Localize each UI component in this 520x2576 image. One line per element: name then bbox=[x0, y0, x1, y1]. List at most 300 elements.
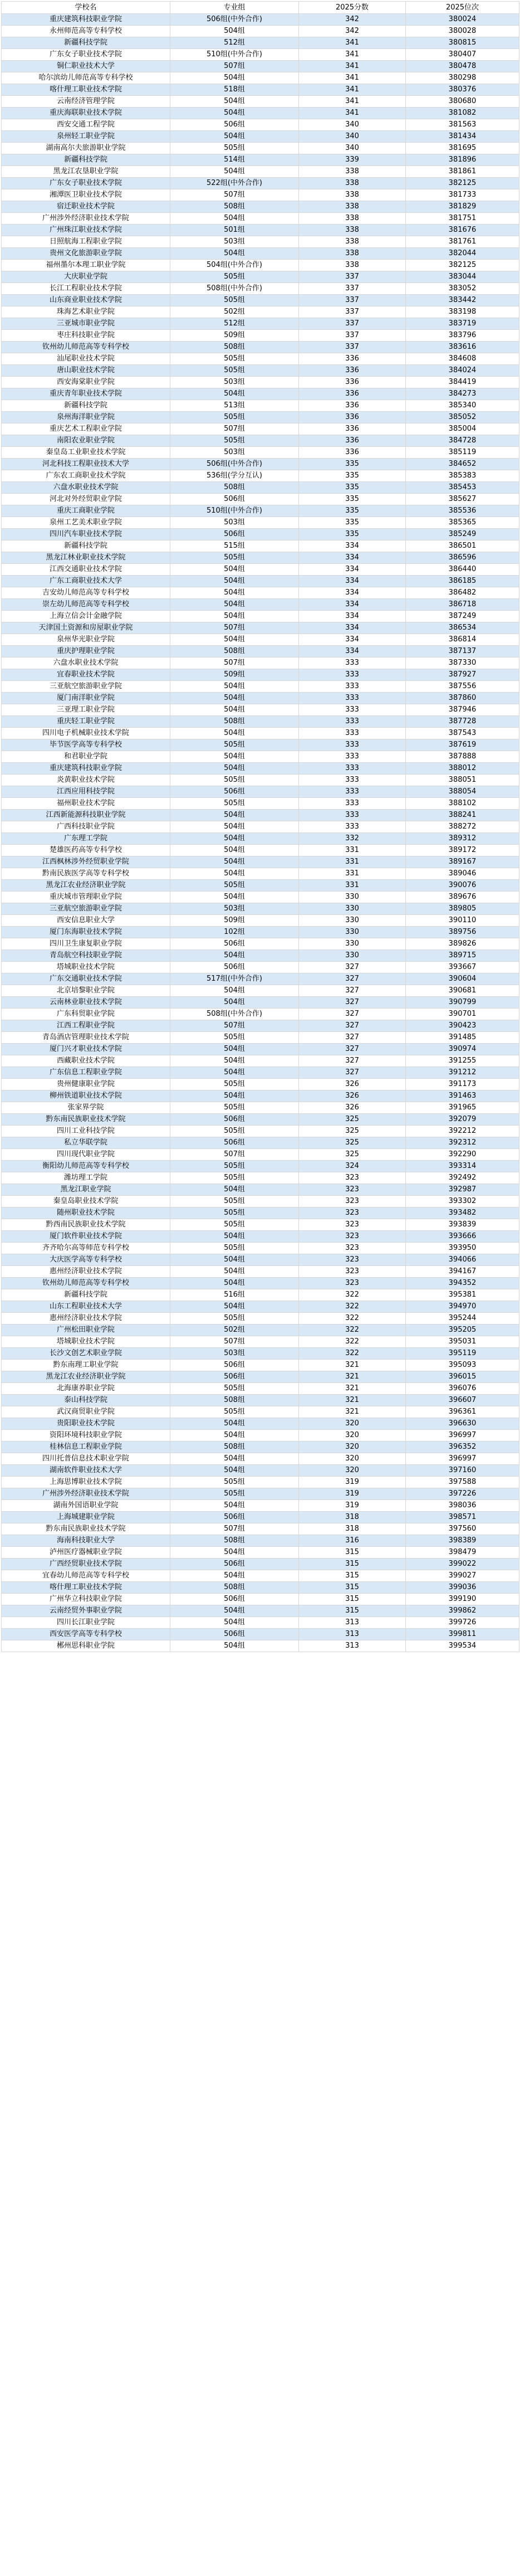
table-row bbox=[2, 131, 519, 143]
score-cell: 333 bbox=[299, 704, 406, 716]
header-row bbox=[2, 2, 519, 14]
school-name-cell: 四川长江职业学院 bbox=[2, 1617, 170, 1629]
major-group-cell: 504组 bbox=[170, 845, 299, 856]
rank-cell: 380028 bbox=[406, 26, 519, 37]
table-row bbox=[2, 1418, 519, 1430]
school-name-cell: 崇左幼儿师范高等专科学校 bbox=[2, 599, 170, 611]
score-cell: 333 bbox=[299, 739, 406, 751]
table-row bbox=[2, 435, 519, 447]
rank-cell: 389826 bbox=[406, 938, 519, 950]
table-row bbox=[2, 108, 519, 119]
major-group-cell: 505组 bbox=[170, 365, 299, 377]
rank-cell: 380376 bbox=[406, 84, 519, 96]
table-row bbox=[2, 775, 519, 786]
score-cell: 318 bbox=[299, 1523, 406, 1535]
rank-cell: 390701 bbox=[406, 1009, 519, 1020]
table-row bbox=[2, 189, 519, 201]
table-row bbox=[2, 564, 519, 576]
table-row bbox=[2, 166, 519, 178]
rank-cell: 388102 bbox=[406, 798, 519, 810]
school-name-cell: 四川卫生康复职业学院 bbox=[2, 938, 170, 950]
table-row bbox=[2, 576, 519, 587]
table-row bbox=[2, 669, 519, 681]
major-group-cell: 504组 bbox=[170, 599, 299, 611]
major-group-cell: 504组 bbox=[170, 388, 299, 400]
score-cell: 334 bbox=[299, 646, 406, 658]
rank-cell: 394066 bbox=[406, 1254, 519, 1266]
table-row bbox=[2, 271, 519, 283]
major-group-cell: 508组 bbox=[170, 201, 299, 213]
major-group-cell: 504组 bbox=[170, 1184, 299, 1196]
table-row bbox=[2, 1126, 519, 1137]
score-cell: 338 bbox=[299, 166, 406, 178]
major-group-cell: 504组 bbox=[170, 985, 299, 997]
major-group-cell: 508组 bbox=[170, 1395, 299, 1406]
table-row bbox=[2, 786, 519, 798]
score-cell: 341 bbox=[299, 96, 406, 108]
major-group-cell: 504组 bbox=[170, 213, 299, 225]
table-row bbox=[2, 1453, 519, 1465]
table-row bbox=[2, 1044, 519, 1055]
table-row bbox=[2, 342, 519, 353]
table-row bbox=[2, 1149, 519, 1161]
rank-cell: 386501 bbox=[406, 540, 519, 552]
score-cell: 335 bbox=[299, 517, 406, 529]
score-cell: 341 bbox=[299, 61, 406, 72]
school-name-cell: 福州墨尔本理工职业学院 bbox=[2, 260, 170, 271]
rank-cell: 384419 bbox=[406, 377, 519, 388]
major-group-cell: 505组 bbox=[170, 435, 299, 447]
score-cell: 336 bbox=[299, 353, 406, 365]
rank-cell: 386482 bbox=[406, 587, 519, 599]
score-cell: 331 bbox=[299, 845, 406, 856]
rank-cell: 383044 bbox=[406, 271, 519, 283]
major-group-cell: 508组 bbox=[170, 342, 299, 353]
table-row bbox=[2, 1090, 519, 1102]
major-group-cell: 507组 bbox=[170, 1020, 299, 1032]
major-group-cell: 504组 bbox=[170, 1640, 299, 1652]
rank-cell: 397226 bbox=[406, 1488, 519, 1500]
school-name-cell: 江西工程职业学院 bbox=[2, 1020, 170, 1032]
table-row bbox=[2, 447, 519, 459]
rank-cell: 399811 bbox=[406, 1629, 519, 1640]
score-cell: 340 bbox=[299, 119, 406, 131]
rank-cell: 390604 bbox=[406, 973, 519, 985]
school-name-cell: 厦门南洋职业学院 bbox=[2, 693, 170, 704]
table-row bbox=[2, 915, 519, 927]
score-cell: 323 bbox=[299, 1172, 406, 1184]
score-cell: 338 bbox=[299, 248, 406, 260]
table-row bbox=[2, 1395, 519, 1406]
table-row bbox=[2, 658, 519, 669]
table-row bbox=[2, 201, 519, 213]
rank-cell: 387556 bbox=[406, 681, 519, 693]
table-row bbox=[2, 1207, 519, 1219]
school-name-cell: 上海城建职业学院 bbox=[2, 1512, 170, 1523]
major-group-cell: 504组 bbox=[170, 833, 299, 845]
table-row bbox=[2, 1512, 519, 1523]
score-cell: 341 bbox=[299, 37, 406, 49]
score-cell: 331 bbox=[299, 868, 406, 880]
rank-cell: 380298 bbox=[406, 72, 519, 84]
school-name-cell: 黑龙江农垦职业学院 bbox=[2, 166, 170, 178]
score-cell: 333 bbox=[299, 775, 406, 786]
school-name-cell: 三亚城市职业学院 bbox=[2, 318, 170, 330]
major-group-cell: 504组 bbox=[170, 997, 299, 1009]
rank-cell: 385383 bbox=[406, 470, 519, 482]
school-name-cell: 楚雄医药高等专科学校 bbox=[2, 845, 170, 856]
table-row bbox=[2, 693, 519, 704]
table-row bbox=[2, 1301, 519, 1313]
major-group-cell: 515组 bbox=[170, 540, 299, 552]
table-row bbox=[2, 1266, 519, 1278]
major-group-cell: 506组 bbox=[170, 962, 299, 973]
score-cell: 338 bbox=[299, 189, 406, 201]
rank-cell: 393839 bbox=[406, 1219, 519, 1231]
rank-cell: 387249 bbox=[406, 611, 519, 622]
table-row bbox=[2, 634, 519, 646]
score-cell: 339 bbox=[299, 154, 406, 166]
school-name-cell: 秦皇岛工业职业技术学院 bbox=[2, 447, 170, 459]
score-cell: 327 bbox=[299, 1067, 406, 1079]
table-row bbox=[2, 143, 519, 154]
rank-cell: 399862 bbox=[406, 1605, 519, 1617]
major-group-cell: 516组 bbox=[170, 1289, 299, 1301]
major-group-cell: 506组 bbox=[170, 1559, 299, 1570]
score-cell: 323 bbox=[299, 1266, 406, 1278]
rank-cell: 389046 bbox=[406, 868, 519, 880]
rank-cell: 381829 bbox=[406, 201, 519, 213]
school-name-cell: 河北对外经贸职业学院 bbox=[2, 494, 170, 505]
score-cell: 334 bbox=[299, 540, 406, 552]
score-table bbox=[1, 1, 519, 1652]
school-name-cell: 贵州文化旅游职业学院 bbox=[2, 248, 170, 260]
score-cell: 323 bbox=[299, 1196, 406, 1207]
table-row bbox=[2, 962, 519, 973]
major-group-cell: 506组 bbox=[170, 1360, 299, 1371]
table-row bbox=[2, 306, 519, 318]
school-name-cell: 广州珠江职业技术学院 bbox=[2, 225, 170, 236]
table-row bbox=[2, 540, 519, 552]
score-cell: 338 bbox=[299, 236, 406, 248]
score-cell: 321 bbox=[299, 1406, 406, 1418]
score-cell: 336 bbox=[299, 447, 406, 459]
rank-cell: 389167 bbox=[406, 856, 519, 868]
major-group-cell: 505组 bbox=[170, 798, 299, 810]
rank-cell: 380815 bbox=[406, 37, 519, 49]
rank-cell: 398571 bbox=[406, 1512, 519, 1523]
school-name-cell: 大庆职业学院 bbox=[2, 271, 170, 283]
school-name-cell: 四川托普信息技术职业学院 bbox=[2, 1453, 170, 1465]
score-cell: 341 bbox=[299, 72, 406, 84]
table-row bbox=[2, 236, 519, 248]
major-group-cell: 504组 bbox=[170, 681, 299, 693]
major-group-cell: 507组 bbox=[170, 189, 299, 201]
score-cell: 327 bbox=[299, 1055, 406, 1067]
major-group-cell: 505组 bbox=[170, 412, 299, 423]
major-group-cell: 504组 bbox=[170, 1500, 299, 1512]
school-name-cell: 黔东南民族职业技术学院 bbox=[2, 1114, 170, 1126]
major-group-cell: 504组 bbox=[170, 704, 299, 716]
rank-cell: 393482 bbox=[406, 1207, 519, 1219]
score-cell: 333 bbox=[299, 763, 406, 775]
major-group-cell: 505组 bbox=[170, 1477, 299, 1488]
school-name-cell: 新疆科技学院 bbox=[2, 37, 170, 49]
major-group-cell: 506组 bbox=[170, 529, 299, 540]
school-name-cell: 泉州工艺美术职业学院 bbox=[2, 517, 170, 529]
school-name-cell: 南阳农业职业学院 bbox=[2, 435, 170, 447]
table-row bbox=[2, 938, 519, 950]
table-row bbox=[2, 1009, 519, 1020]
school-name-cell: 北京培黎职业学院 bbox=[2, 985, 170, 997]
major-group-cell: 504组 bbox=[170, 950, 299, 962]
major-group-cell: 504组 bbox=[170, 611, 299, 622]
rank-cell: 390423 bbox=[406, 1020, 519, 1032]
school-name-cell: 潍坊理工学院 bbox=[2, 1172, 170, 1184]
table-row bbox=[2, 1371, 519, 1383]
rank-cell: 387543 bbox=[406, 728, 519, 739]
score-cell: 326 bbox=[299, 1090, 406, 1102]
rank-cell: 398389 bbox=[406, 1535, 519, 1547]
rank-cell: 385119 bbox=[406, 447, 519, 459]
major-group-cell: 505组 bbox=[170, 1406, 299, 1418]
school-name-cell: 三亚航空旅游职业学院 bbox=[2, 681, 170, 693]
school-name-cell: 西安信息职业大学 bbox=[2, 915, 170, 927]
school-name-cell: 天津国土资源和房屋职业学院 bbox=[2, 622, 170, 634]
major-group-cell: 504组 bbox=[170, 1453, 299, 1465]
rank-cell: 386718 bbox=[406, 599, 519, 611]
score-cell: 322 bbox=[299, 1289, 406, 1301]
rank-cell: 392290 bbox=[406, 1149, 519, 1161]
school-name-cell: 汕尾职业技术学院 bbox=[2, 353, 170, 365]
rank-cell: 381695 bbox=[406, 143, 519, 154]
rank-cell: 386440 bbox=[406, 564, 519, 576]
rank-cell: 398479 bbox=[406, 1547, 519, 1559]
school-name-cell: 长沙文创艺术职业学院 bbox=[2, 1348, 170, 1360]
rank-cell: 382125 bbox=[406, 178, 519, 189]
school-name-cell: 资阳环境科技职业学院 bbox=[2, 1430, 170, 1442]
score-cell: 335 bbox=[299, 505, 406, 517]
table-row bbox=[2, 739, 519, 751]
major-group-cell: 505组 bbox=[170, 880, 299, 892]
rank-cell: 392212 bbox=[406, 1126, 519, 1137]
score-cell: 341 bbox=[299, 108, 406, 119]
table-row bbox=[2, 845, 519, 856]
table-row bbox=[2, 1313, 519, 1324]
rank-cell: 388012 bbox=[406, 763, 519, 775]
school-name-cell: 泰山科技学院 bbox=[2, 1395, 170, 1406]
major-group-cell: 509组 bbox=[170, 915, 299, 927]
table-row bbox=[2, 997, 519, 1009]
major-group-cell: 504组 bbox=[170, 1090, 299, 1102]
major-group-cell: 508组 bbox=[170, 1442, 299, 1453]
table-row bbox=[2, 1231, 519, 1243]
score-cell: 333 bbox=[299, 786, 406, 798]
school-name-cell: 珠海艺术职业学院 bbox=[2, 306, 170, 318]
school-name-cell: 黔西南民族职业技术学院 bbox=[2, 1219, 170, 1231]
score-cell: 333 bbox=[299, 669, 406, 681]
score-cell: 337 bbox=[299, 306, 406, 318]
table-row bbox=[2, 178, 519, 189]
rank-cell: 386534 bbox=[406, 622, 519, 634]
rank-cell: 391485 bbox=[406, 1032, 519, 1044]
school-name-cell: 宜春幼儿师范高等专科学校 bbox=[2, 1570, 170, 1582]
major-group-cell: 502组 bbox=[170, 306, 299, 318]
major-group-cell: 504组 bbox=[170, 1067, 299, 1079]
table-row bbox=[2, 1477, 519, 1488]
major-group-cell: 503组 bbox=[170, 903, 299, 915]
major-group-cell: 505组 bbox=[170, 1219, 299, 1231]
major-group-cell: 509组 bbox=[170, 330, 299, 342]
rank-cell: 396997 bbox=[406, 1453, 519, 1465]
score-cell: 341 bbox=[299, 49, 406, 61]
table-row bbox=[2, 704, 519, 716]
table-row bbox=[2, 37, 519, 49]
rank-cell: 396352 bbox=[406, 1442, 519, 1453]
school-name-cell: 哈尔滨幼儿师范高等专科学校 bbox=[2, 72, 170, 84]
major-group-cell: 502组 bbox=[170, 1324, 299, 1336]
school-name-cell: 江西新能源科技职业学院 bbox=[2, 810, 170, 821]
school-name-cell: 广东农工商职业技术学院 bbox=[2, 470, 170, 482]
school-name-cell: 衡阳幼儿师范高等专科学校 bbox=[2, 1161, 170, 1172]
school-name-cell: 重庆工商职业学院 bbox=[2, 505, 170, 517]
score-cell: 334 bbox=[299, 634, 406, 646]
score-cell: 335 bbox=[299, 529, 406, 540]
school-name-cell: 广东女子职业技术学院 bbox=[2, 49, 170, 61]
score-cell: 331 bbox=[299, 856, 406, 868]
score-cell: 332 bbox=[299, 833, 406, 845]
table-row bbox=[2, 1102, 519, 1114]
table-row bbox=[2, 1278, 519, 1289]
school-name-cell: 重庆城市管理职业学院 bbox=[2, 892, 170, 903]
school-name-cell: 毕节医学高等专科学校 bbox=[2, 739, 170, 751]
rank-cell: 393314 bbox=[406, 1161, 519, 1172]
rank-cell: 392312 bbox=[406, 1137, 519, 1149]
rank-cell: 381563 bbox=[406, 119, 519, 131]
table-row bbox=[2, 96, 519, 108]
rank-cell: 396361 bbox=[406, 1406, 519, 1418]
major-group-cell: 504组 bbox=[170, 763, 299, 775]
major-group-cell: 505组 bbox=[170, 353, 299, 365]
rank-cell: 395119 bbox=[406, 1348, 519, 1360]
score-cell: 324 bbox=[299, 1161, 406, 1172]
school-name-cell: 唐山职业技术学院 bbox=[2, 365, 170, 377]
table-row bbox=[2, 49, 519, 61]
score-cell: 319 bbox=[299, 1477, 406, 1488]
rank-cell: 388051 bbox=[406, 775, 519, 786]
major-group-cell: 503组 bbox=[170, 236, 299, 248]
major-group-cell: 505组 bbox=[170, 1161, 299, 1172]
table-row bbox=[2, 494, 519, 505]
major-group-cell: 504组 bbox=[170, 72, 299, 84]
rank-cell: 399027 bbox=[406, 1570, 519, 1582]
rank-cell: 381751 bbox=[406, 213, 519, 225]
school-name-cell: 青岛酒店管理职业技术学院 bbox=[2, 1032, 170, 1044]
school-name-cell: 和君职业学院 bbox=[2, 751, 170, 763]
score-cell: 336 bbox=[299, 423, 406, 435]
major-group-cell: 506组 bbox=[170, 1114, 299, 1126]
school-name-cell: 黑龙江林业职业技术学院 bbox=[2, 552, 170, 564]
rank-cell: 386596 bbox=[406, 552, 519, 564]
score-cell: 325 bbox=[299, 1137, 406, 1149]
table-row bbox=[2, 225, 519, 236]
major-group-cell: 510组(中外合作) bbox=[170, 505, 299, 517]
major-group-cell: 503组 bbox=[170, 377, 299, 388]
score-cell: 323 bbox=[299, 1254, 406, 1266]
major-group-cell: 506组 bbox=[170, 786, 299, 798]
score-cell: 335 bbox=[299, 494, 406, 505]
score-cell: 333 bbox=[299, 798, 406, 810]
school-name-cell: 新疆科技学院 bbox=[2, 154, 170, 166]
score-cell: 335 bbox=[299, 470, 406, 482]
school-name-cell: 郴州思科职业学院 bbox=[2, 1640, 170, 1652]
major-group-cell: 512组 bbox=[170, 318, 299, 330]
table-row bbox=[2, 1324, 519, 1336]
school-name-cell: 喀什理工职业技术学院 bbox=[2, 84, 170, 96]
school-name-cell: 河北科技工程职业技术大学 bbox=[2, 459, 170, 470]
score-cell: 315 bbox=[299, 1547, 406, 1559]
major-group-cell: 504组 bbox=[170, 26, 299, 37]
rank-cell: 381761 bbox=[406, 236, 519, 248]
score-cell: 335 bbox=[299, 459, 406, 470]
major-group-cell: 504组 bbox=[170, 248, 299, 260]
table-row bbox=[2, 1442, 519, 1453]
school-name-cell: 黑龙江农业经济职业学院 bbox=[2, 880, 170, 892]
table-row bbox=[2, 681, 519, 693]
score-cell: 323 bbox=[299, 1184, 406, 1196]
rank-cell: 399726 bbox=[406, 1617, 519, 1629]
score-cell: 333 bbox=[299, 693, 406, 704]
table-row bbox=[2, 1640, 519, 1652]
major-group-cell: 102组 bbox=[170, 927, 299, 938]
table-row bbox=[2, 1184, 519, 1196]
rank-cell: 388241 bbox=[406, 810, 519, 821]
major-group-cell: 504组 bbox=[170, 1055, 299, 1067]
rank-cell: 396015 bbox=[406, 1371, 519, 1383]
major-group-cell: 508组(中外合作) bbox=[170, 1009, 299, 1020]
school-name-cell: 六盘水职业技术学院 bbox=[2, 482, 170, 494]
score-cell: 319 bbox=[299, 1500, 406, 1512]
major-group-cell: 505组 bbox=[170, 295, 299, 306]
major-group-cell: 501组 bbox=[170, 225, 299, 236]
school-name-cell: 六盘水职业技术学院 bbox=[2, 658, 170, 669]
table-row bbox=[2, 529, 519, 540]
table-row bbox=[2, 459, 519, 470]
score-cell: 338 bbox=[299, 178, 406, 189]
table-row bbox=[2, 1219, 519, 1231]
rank-cell: 385536 bbox=[406, 505, 519, 517]
table-row bbox=[2, 295, 519, 306]
score-cell: 315 bbox=[299, 1570, 406, 1582]
score-cell: 320 bbox=[299, 1465, 406, 1477]
score-cell: 337 bbox=[299, 342, 406, 353]
school-name-cell: 云南林业职业技术学院 bbox=[2, 997, 170, 1009]
table-row bbox=[2, 1114, 519, 1126]
school-name-cell: 新疆科技学院 bbox=[2, 1289, 170, 1301]
score-cell: 333 bbox=[299, 810, 406, 821]
rank-cell: 384024 bbox=[406, 365, 519, 377]
school-name-cell: 四川现代职业学院 bbox=[2, 1149, 170, 1161]
score-cell: 318 bbox=[299, 1512, 406, 1523]
school-name-cell: 四川汽车职业技术学院 bbox=[2, 529, 170, 540]
major-group-cell: 506组 bbox=[170, 938, 299, 950]
rank-cell: 385627 bbox=[406, 494, 519, 505]
major-group-cell: 508组 bbox=[170, 482, 299, 494]
table-row bbox=[2, 213, 519, 225]
rank-cell: 392079 bbox=[406, 1114, 519, 1126]
score-cell: 342 bbox=[299, 26, 406, 37]
table-row bbox=[2, 260, 519, 271]
